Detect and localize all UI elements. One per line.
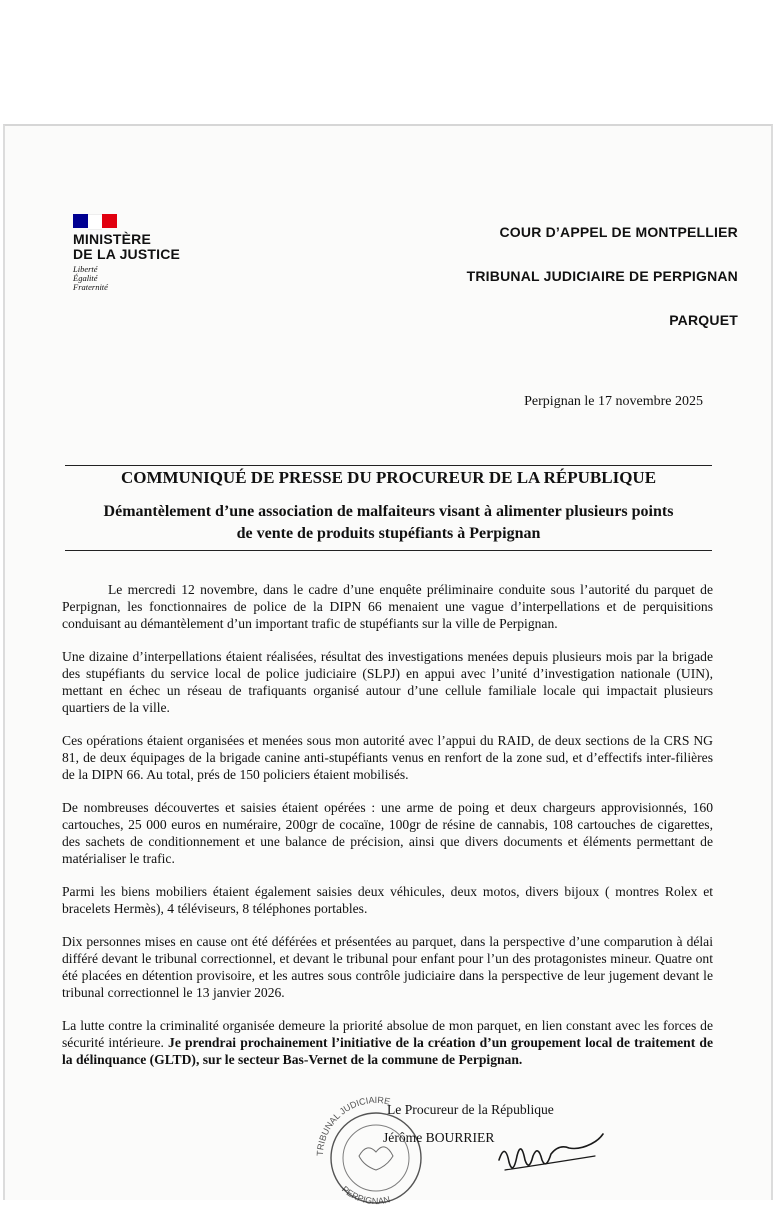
press-release-body	[62, 581, 713, 1084]
ministry-line-1: MINISTÈRE	[73, 231, 152, 247]
motto-fraternite: Fraternité	[73, 282, 108, 292]
subtitle-line-2: de vente de produits stupéfiants à Perpignan	[236, 525, 541, 542]
motto-egalite: Égalité	[73, 273, 98, 283]
subtitle-line-1: Démantèlement d’une association de malfaiteurs visant à alimenter plusieurs points	[103, 503, 674, 520]
svg-text:TRIBUNAL JUDICIAIRE: TRIBUNAL JUDICIAIRE	[314, 1094, 392, 1157]
title-divider-top	[65, 465, 712, 466]
signature-name: Jérôme BOURRIER	[383, 1130, 495, 1145]
ministry-line-2: DE LA JUSTICE	[73, 246, 181, 262]
press-release-title: COMMUNIQUÉ DE PRESSE DU PROCUREUR DE LA RÉPUBLIQUE	[120, 468, 657, 487]
paragraph: De nombreuses découvertes et saisies étaient opérées : une arme de poing et deux chargeurs approvisionnés, 160 cartouches, 25 000 euros en numéraire, 200gr de cocaïne, 100gr de résine de cannabis, 108 cartouches de cigarettes, des sachets de conditionnement et une balance de précision, ainsi que divers documents et éléments permettant de matérialiser le trafic.	[62, 800, 713, 866]
handwritten-signature	[495, 1120, 605, 1180]
svg-text:PERPIGNAN: PERPIGNAN	[339, 1184, 392, 1206]
paragraph: Une dizaine d’interpellations étaient réalisées, résultat des investigations menées depuis plusieurs mois par la brigade des stupéfiants du service local de police judiciaire (SLPJ) en appui avec l’unité d’investigation nationale (UIN), mettant en échec un réseau de trafiquants organisé autour d’une cellule familiale locale qui impactait plusieurs quartiers de la ville.	[62, 649, 713, 715]
paragraph: Ces opérations étaient organisées et menées sous mon autorité avec l’appui du RAID, de deux sections de la CRS NG 81, de deux équipages de la brigade canine anti-stupéfiants venus en renfort de la zone sud, et d’effectifs inter-filières de la DIPN 66. Au total, prés de 150 policiers étaient mobilisés.	[62, 733, 713, 782]
press-release-subtitle	[65, 501, 712, 545]
motto-liberte: Liberté	[73, 264, 98, 274]
paragraph: Dix personnes mises en cause ont été déférées et présentées au parquet, dans la perspective d’une comparution à délai différé devant le tribunal correctionnel, et devant le tribunal pour enfant pour l’un des protagonistes mineur. Quatre ont été placées en détention provisoire, et les autres sous contrôle judiciaire dans la perspective de leur jugement devant le tribunal correctionnel le 13 janvier 2026.	[62, 934, 713, 1000]
document-page	[3, 124, 773, 1206]
french-flag-icon	[73, 214, 117, 228]
closing-paragraph	[62, 1017, 713, 1068]
republic-motto	[73, 265, 223, 292]
tribunal-name: TRIBUNAL JUDICIAIRE DE PERPIGNAN	[466, 268, 738, 284]
signature-title: Le Procureur de la République	[387, 1102, 554, 1117]
parquet-label: PARQUET	[669, 312, 738, 328]
title-divider-bottom	[65, 550, 712, 551]
ministry-logo	[73, 214, 223, 292]
paragraph: Le mercredi 12 novembre, dans le cadre d’une enquête préliminaire conduite sous l’autorité du parquet de Perpignan, les fonctionnaires de police de la DIPN 66 menaient une vague d’interpellations et de perquisitions conduisant au démantèlement d’un important trafic de stupéfiants sur la ville de Perpignan.	[62, 582, 713, 631]
ministry-name	[73, 232, 223, 262]
closing-text: La lutte contre la criminalité organisée demeure la priorité absolue de mon parquet, en lien constant avec les forces de sécurité intérieure.	[62, 1018, 713, 1050]
court-of-appeal: COUR D’APPEL DE MONTPELLIER	[499, 224, 738, 240]
document-date: Perpignan le 17 novembre 2025	[524, 394, 703, 409]
closing-bold-text: Je prendrai prochainement l’initiative de la création d’un groupement local de traitement de la délinquance (GLTD), sur le secteur Bas-Vernet de la commune de Perpignan.	[62, 1035, 713, 1067]
paragraph: Parmi les biens mobiliers étaient également saisies deux véhicules, deux motos, divers bijoux ( montres Rolex et bracelets Hermès), 4 téléviseurs, 8 téléphones portables.	[62, 884, 713, 916]
